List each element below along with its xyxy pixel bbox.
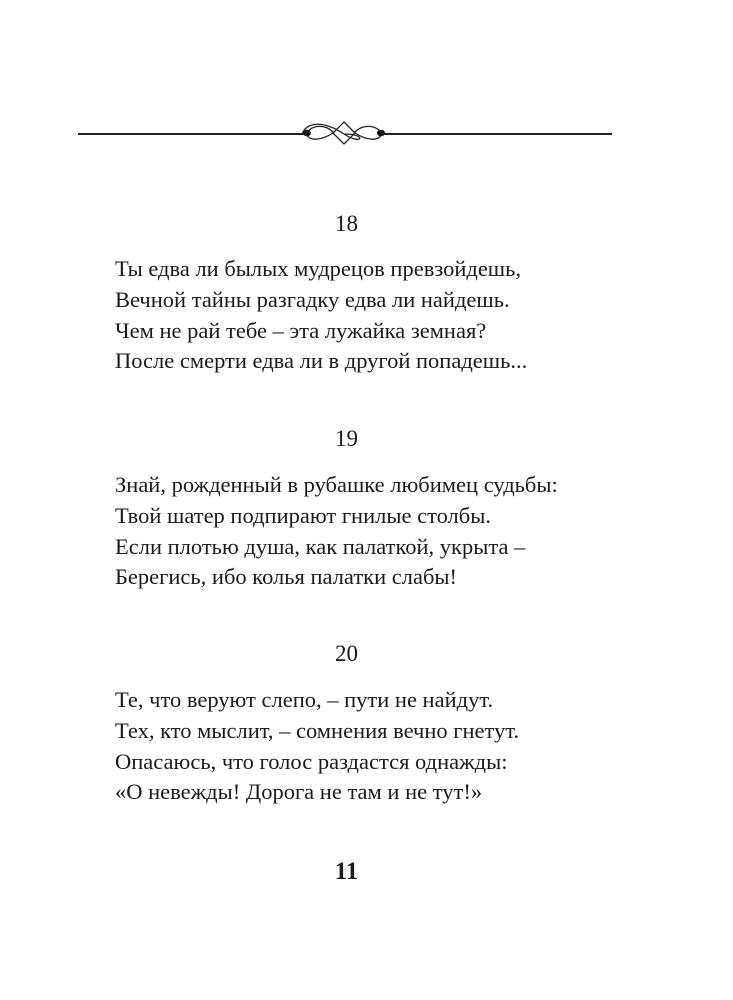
header-rule-left (78, 133, 310, 135)
verse-line: Чем не рай тебе – эта лужайка земная? (115, 317, 487, 343)
stanza-number: 18 (335, 211, 358, 236)
verse-line: Берегись, ибо колья палатки слабы! (115, 564, 458, 590)
stanza-20 (115, 685, 519, 808)
verse-line: Ты едва ли былых мудрецов превзойдешь, (115, 256, 522, 281)
verse-line: После смерти едва ли в другой попадешь... (115, 348, 528, 374)
verse-line: Тех, кто мыслит, – сомнения вечно гнетут. (115, 717, 520, 743)
ornament-flourish-icon (298, 112, 390, 146)
stanza-number: 20 (335, 641, 358, 666)
page-number: 11 (334, 858, 359, 885)
verse-line: Твой шатер подпирают гнилые столбы. (115, 502, 491, 528)
verse-line: Вечной тайны разгадку едва ли найдешь. (115, 286, 510, 312)
stanza-18 (115, 254, 527, 377)
verse-line: Опасаюсь, что голос раздастся однажды: (115, 748, 508, 774)
header-rule-right (378, 133, 612, 135)
verse-line: Если плотью душа, как палаткой, укрыта – (115, 533, 526, 559)
stanza-number: 19 (335, 426, 358, 451)
verse-line: Знай, рожденный в рубашке любимец судьбы: (115, 472, 558, 497)
verse-line: «О невежды! Дорога не там и не тут!» (115, 779, 483, 805)
verse-line: Те, что веруют слепо, – пути не найдут. (115, 687, 494, 712)
stanza-19 (115, 470, 558, 593)
